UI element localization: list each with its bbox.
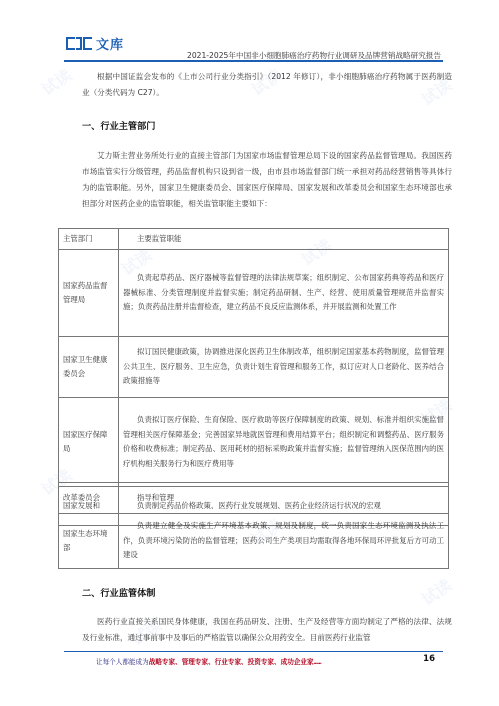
table-header-cell: 主管部门 bbox=[59, 229, 119, 250]
table-cell-duty: 负责起草药品、医疗器械等监督管理的法律法规草案；组织制定、公布国家药典等药品和医疗器械标准、分类管理制度并监督实施；制定药品研制、生产、经营、使用质量管理规范并监督实施；负责药品注册并监督检查，建立药品不良反应监测体系，并开展监测和处置工作 bbox=[119, 250, 449, 337]
section-paragraph: 艾力斯主营业务所处行业的直接主管部门为国家市场监督管理总局下设的国家药品监督管理局。我国医药市场监管实行分级管理，药品监督机构只设到省一级，由市县市场监督部门统一承担对药品经营销售等具体行为的监管职能。另外，国家卫生健康委员会、国家医疗保障局、国家发展和改革委员会和国家生态环境部也承担部分对医药企业的监管职能，相关监管职能主要如下： bbox=[82, 151, 452, 208]
watermark: 试读 bbox=[418, 75, 456, 110]
watermark: 试读 bbox=[248, 515, 286, 550]
footer-slogan bbox=[96, 656, 322, 666]
table-row bbox=[59, 483, 449, 514]
table-row bbox=[59, 514, 449, 569]
table-row bbox=[59, 398, 449, 487]
table-cell-duty: 指导和管理 bbox=[119, 483, 449, 514]
section-paragraph: 医药行业直接关系国民身体健康，我国在药品研发、注册、生产及经营等方面均制定了严格的法律、法规及行业标准，通过事前事中及事后的严格监管以确保公众用药安全。目前医药行业监管 bbox=[82, 617, 452, 642]
table-cell-dept: 国家卫生健康委员会 bbox=[59, 337, 119, 398]
header-divider bbox=[64, 60, 443, 62]
regulator-table-continued bbox=[58, 482, 449, 569]
watermark: 试读 bbox=[128, 615, 166, 650]
table-cell-dept: 国家发展和 bbox=[59, 487, 119, 526]
logo-text: 文库 bbox=[96, 37, 125, 53]
watermark: 试读 bbox=[298, 235, 336, 270]
footer-lead: 让每个人都能成为 bbox=[96, 658, 149, 666]
table-cell-duty: 负责建立健全及实施生产环境基本政策、规划及制度，统一负责国家生态环境监测及执法工作，负责环境污染防治的监督管理；医药公司生产类项目均需取得各地环保局环评批复后方可动工建设 bbox=[119, 514, 449, 569]
table-cell-duty: 负责制定药品价格政策、医药行业发展规划、医药企业经济运行状况的宏观 bbox=[119, 487, 449, 526]
watermark: 试读 bbox=[38, 465, 76, 500]
table-cell-duty: 拟订国民健康政策，协调推进深化医药卫生体制改革，组织制定国家基本药物制度，监督管理公共卫生、医疗服务、卫生应急，负责计划生育管理和服务工作，拟订应对人口老龄化、医养结合政策措施等 bbox=[119, 337, 449, 398]
intro-paragraph: 根据中国证监会发布的《上市公司行业分类指引》（2012 年修订），非小细胞肺癌治疗药物属于医药制造业（分类代码为 C27）。 bbox=[82, 72, 452, 97]
page-number: 16 bbox=[423, 654, 435, 664]
table-row bbox=[59, 250, 449, 337]
table-cell-duty: 负责拟订医疗保险、生育保险、医疗救助等医疗保障制度的政策、规划、标准并组织实施监督管理相关医疗保障基金；完善国家异地就医管理和费用结算平台；组织制定和调整药品、医疗服务价格和收费标准；制定药品、医用耗材的招标采购政策并监督实施；监督管理纳入医保范围内的医疗机构相关服务行为和医疗费用等 bbox=[119, 398, 449, 487]
table-cell-dept: 改革委员会 bbox=[59, 483, 119, 514]
watermark: 试读 bbox=[38, 65, 76, 100]
table-cell-dept: 国家药品监督管理局 bbox=[59, 250, 119, 337]
logo-mark-icon bbox=[66, 37, 92, 50]
watermark: 试读 bbox=[248, 65, 286, 100]
watermark: 试读 bbox=[418, 575, 456, 610]
watermark: 试读 bbox=[418, 395, 456, 430]
table-header-cell: 主要监管职能 bbox=[119, 229, 449, 250]
report-title: 2021-2025年中国非小细胞肺癌治疗药物行业调研及品牌营销战略研究报告 bbox=[186, 51, 441, 60]
watermark: 试读 bbox=[118, 245, 156, 280]
table-cell-dept: 国家医疗保障局 bbox=[59, 398, 119, 487]
table-header-row bbox=[59, 229, 449, 250]
table-cell-dept: 国家生态环境部 bbox=[59, 514, 119, 569]
section-heading: 一、行业主管部门 bbox=[82, 121, 156, 132]
table-row bbox=[59, 337, 449, 398]
site-logo[interactable] bbox=[66, 35, 124, 51]
footer-roles: 战略专家、管理专家、行业专家、投资专家、成功企业家…… bbox=[148, 658, 322, 666]
footer-divider bbox=[64, 651, 443, 652]
section-heading: 二、行业监管体制 bbox=[82, 588, 156, 599]
